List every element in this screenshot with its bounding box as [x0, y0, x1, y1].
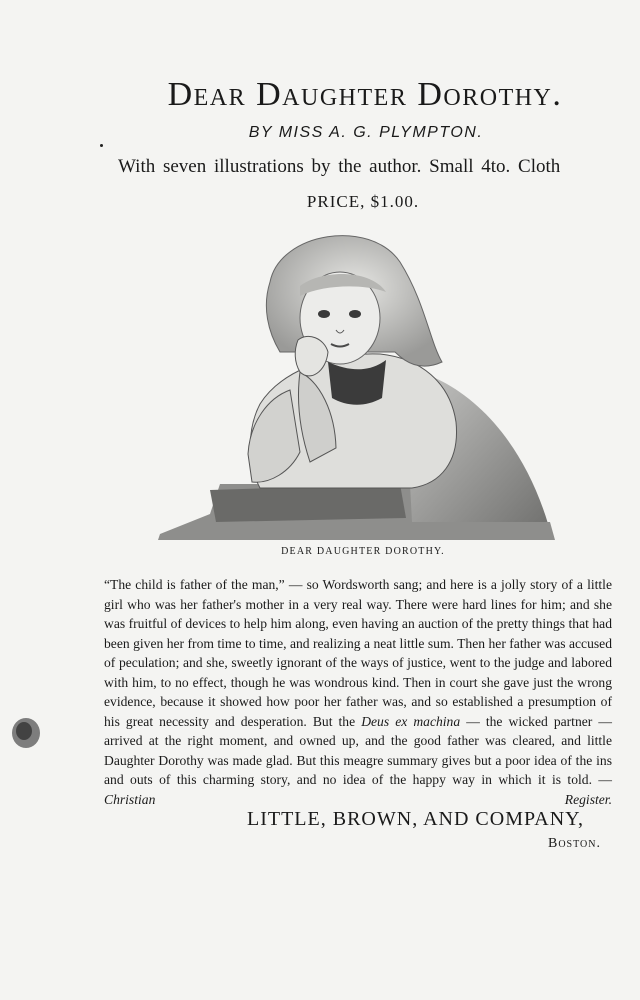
review-text-continued: — the wicked partner — arrived at the right moment, and owned up, and the good father was cleared, and little Daughter Dorothy was made glad. But this meagre summary gives but a poor idea of the ins and outs of this charming story, and no idea of the happy way in which it is told. — — [104, 713, 612, 787]
review-source: Christian Register. — [104, 791, 612, 807]
stray-ink-dot — [100, 144, 103, 147]
book-details: With seven illustrations by the author. Small 4to. Cloth — [118, 156, 561, 177]
ink-smudge — [10, 716, 42, 750]
review-paragraph — [104, 575, 612, 809]
publisher-city: Boston. — [548, 836, 601, 851]
illustration-girl-leaning — [150, 222, 562, 544]
author-byline: BY MISS A. G. PLYMPTON. — [248, 124, 484, 141]
review-italic-phrase: Deus ex machina — [361, 713, 461, 729]
illustration-caption: DEAR DAUGHTER DOROTHY. — [281, 546, 445, 557]
book-title: Dear Daughter Dorothy. — [167, 76, 563, 113]
publisher-name: LITTLE, BROWN, AND COMPANY, — [247, 808, 585, 830]
review-text: “The child is father of the man,” — so Wordsworth sang; and here is a jolly story of a little girl who was her father's mother in a very real way. There were hard lines for him; and she was fruitful of devices to help him along, even having an auction of the pretty things that had been given her from time to time, and realizing a neat little sum. Then her father was accused of peculation; and she, sweetly ignorant of the ways of justice, went to the judge and labored with him, to no effect, though he was wondrous kind. Then in court she gave just the wrong evidence, because it showed how poor her father was, and so established a presumption of his great necessity and desperation. But the — [104, 577, 612, 729]
price: PRICE, $1.00. — [306, 192, 420, 211]
